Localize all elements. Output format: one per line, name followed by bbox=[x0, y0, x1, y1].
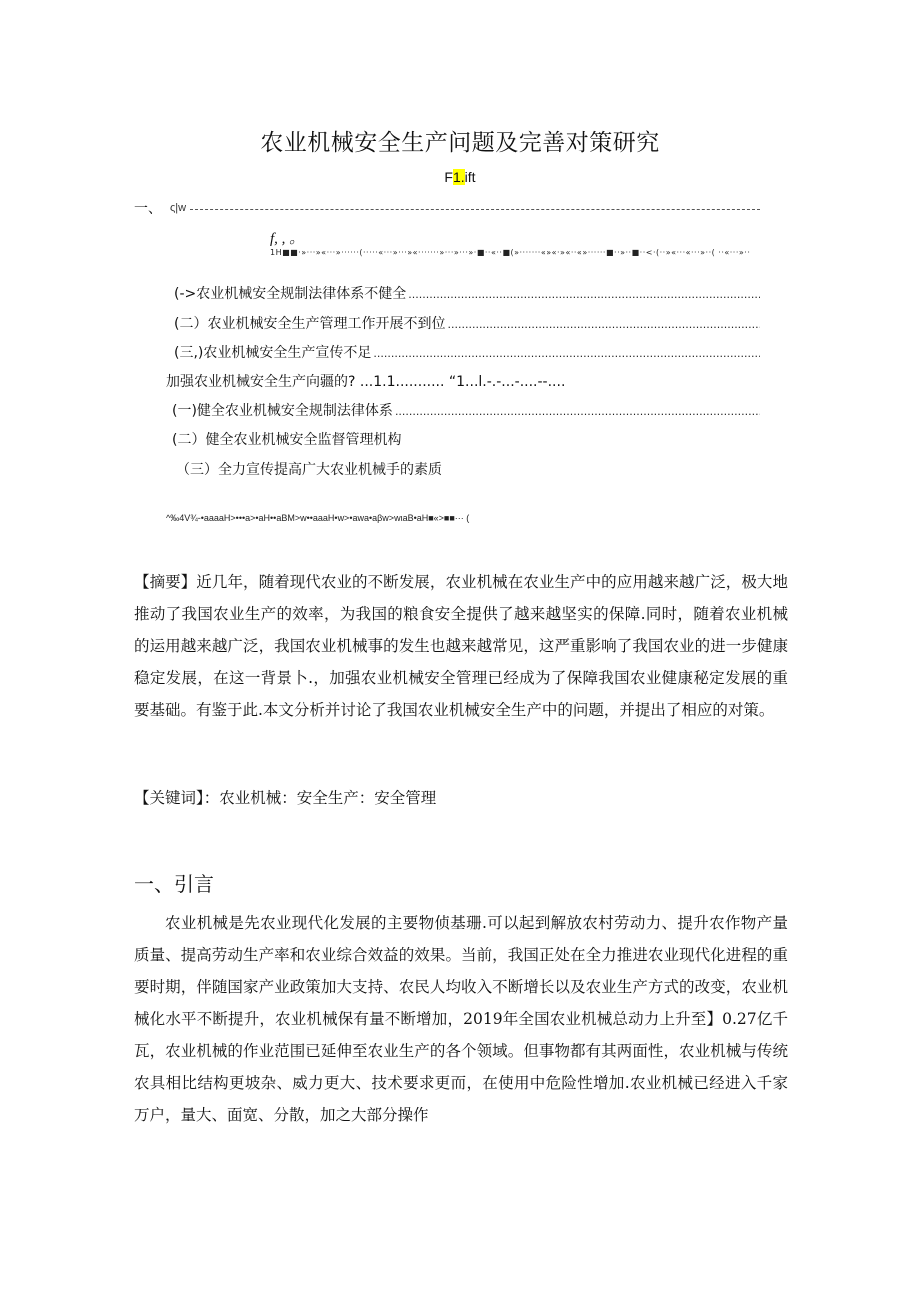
toc-garbled-text-1: f, , 。 bbox=[270, 231, 305, 247]
document-title: 农业机械安全生产问题及完善对策研究 bbox=[260, 130, 660, 156]
toc-item-label: (三,)农业机械安全生产宣传不足 bbox=[174, 345, 372, 361]
toc-item-label: 加强农业机械安全生产向疆的? ...1.1........... “1...l.-.-...-....--.... bbox=[166, 374, 566, 390]
subtitle-prefix: F bbox=[444, 169, 453, 185]
subtitle-highlighted-text: 1. bbox=[452, 169, 465, 185]
introduction-paragraph: 农业机械是先农业现代化发展的主要物侦基珊.可以起到解放农村劳动力、提升农作物产量质量、提高劳动生产率和农业综合效益的效果。当前，我国正处在全力推进农业现代化进程的重要时期，伴随国家产业政策加大支持、农民人均收入不断增长以及农业生产方式的改变，农业机械化水平不断提升，农业机械保有量不断增加，2019年全国农业机械总动力上升至】0.27亿千瓦，农业机械的作业范围已延伸至农业生产的各个领域。但事物都有其两面性，农业机械与传统农具相比结构更坡杂、威力更大、技术要求更而，在使用中危险性增加.农业机械已经进入千家万户，量大、面宽、分散，加之大部分操作 bbox=[134, 914, 788, 1124]
toc-garbled-text-3: ^‰4V¾-•aaaaH>•••a>•aH••aBM>w••aaaH•w>•awa•aβw>wιaB•aH■«>■■··· ( bbox=[166, 513, 470, 523]
toc-item[interactable] bbox=[166, 371, 760, 391]
toc-item[interactable] bbox=[174, 283, 760, 303]
toc-dashed-leader bbox=[190, 209, 760, 210]
keywords-label: 【关键词】 bbox=[134, 789, 204, 807]
toc-dot-leader bbox=[373, 347, 760, 360]
toc-heading-number: 一、 bbox=[134, 200, 162, 216]
keywords-line bbox=[134, 782, 436, 814]
toc-heading-row bbox=[134, 198, 760, 218]
toc-dot-leader bbox=[447, 318, 760, 331]
toc-item[interactable] bbox=[172, 429, 760, 449]
toc-item-label: (一)健全农业机械安全规制法律体系 bbox=[172, 403, 393, 419]
toc-garbled-text-2: 1H■■·»···»«···»······(·····«···»···»«·······»···»···»·■··«··■(»·······«»«·»«··«»······■··»··■··<·(··»«···«···»··( ··«···»·· bbox=[270, 248, 751, 257]
toc-item[interactable] bbox=[174, 313, 760, 333]
toc-item[interactable] bbox=[174, 342, 760, 362]
abstract-text: 近几年，随着现代农业的不断发展，农业机械在农业生产中的应用越来越广泛，极大地推动了我国农业生产的效率，为我国的粮食安全提供了越来越坚实的保障.同时，随着农业机械的运用越来越广泛，我国农业机械事的发生也越来越常见，这严重影响了我国农业的进一步健康稳定发展，在这一背景卜.，加强农业机械安全管理已经成为了保障我国农业健康秘定发展的重要基础。有鉴于此.本文分析并讨论了我国农业机械安全生产中的问题，并提出了相应的对策。 bbox=[134, 573, 788, 719]
document-subtitle bbox=[0, 169, 920, 185]
toc-dot-leader bbox=[395, 405, 760, 418]
abstract-label: 【摘要】 bbox=[134, 573, 197, 591]
toc-heading-label: ς|w bbox=[170, 202, 187, 214]
toc-item-label: (二）农业机械安全生产管理工作开展不到位 bbox=[174, 316, 446, 332]
toc-item[interactable] bbox=[172, 400, 760, 420]
toc-dot-leader bbox=[408, 288, 760, 301]
toc-item[interactable] bbox=[176, 459, 760, 479]
toc-item-label: （三）全力宣传提高广大农业机械手的素质 bbox=[176, 462, 442, 478]
abstract-paragraph bbox=[134, 566, 788, 726]
section-heading-introduction: 一、引言 bbox=[134, 872, 214, 896]
subtitle-suffix: ift bbox=[464, 169, 476, 185]
keywords-text: ：农业机械：安全生产：安全管理 bbox=[203, 789, 437, 807]
toc-item-label: (二）健全农业机械安全监督管理机构 bbox=[172, 432, 402, 448]
toc-item-label: (->农业机械安全规制法律体系不健全 bbox=[174, 286, 407, 302]
